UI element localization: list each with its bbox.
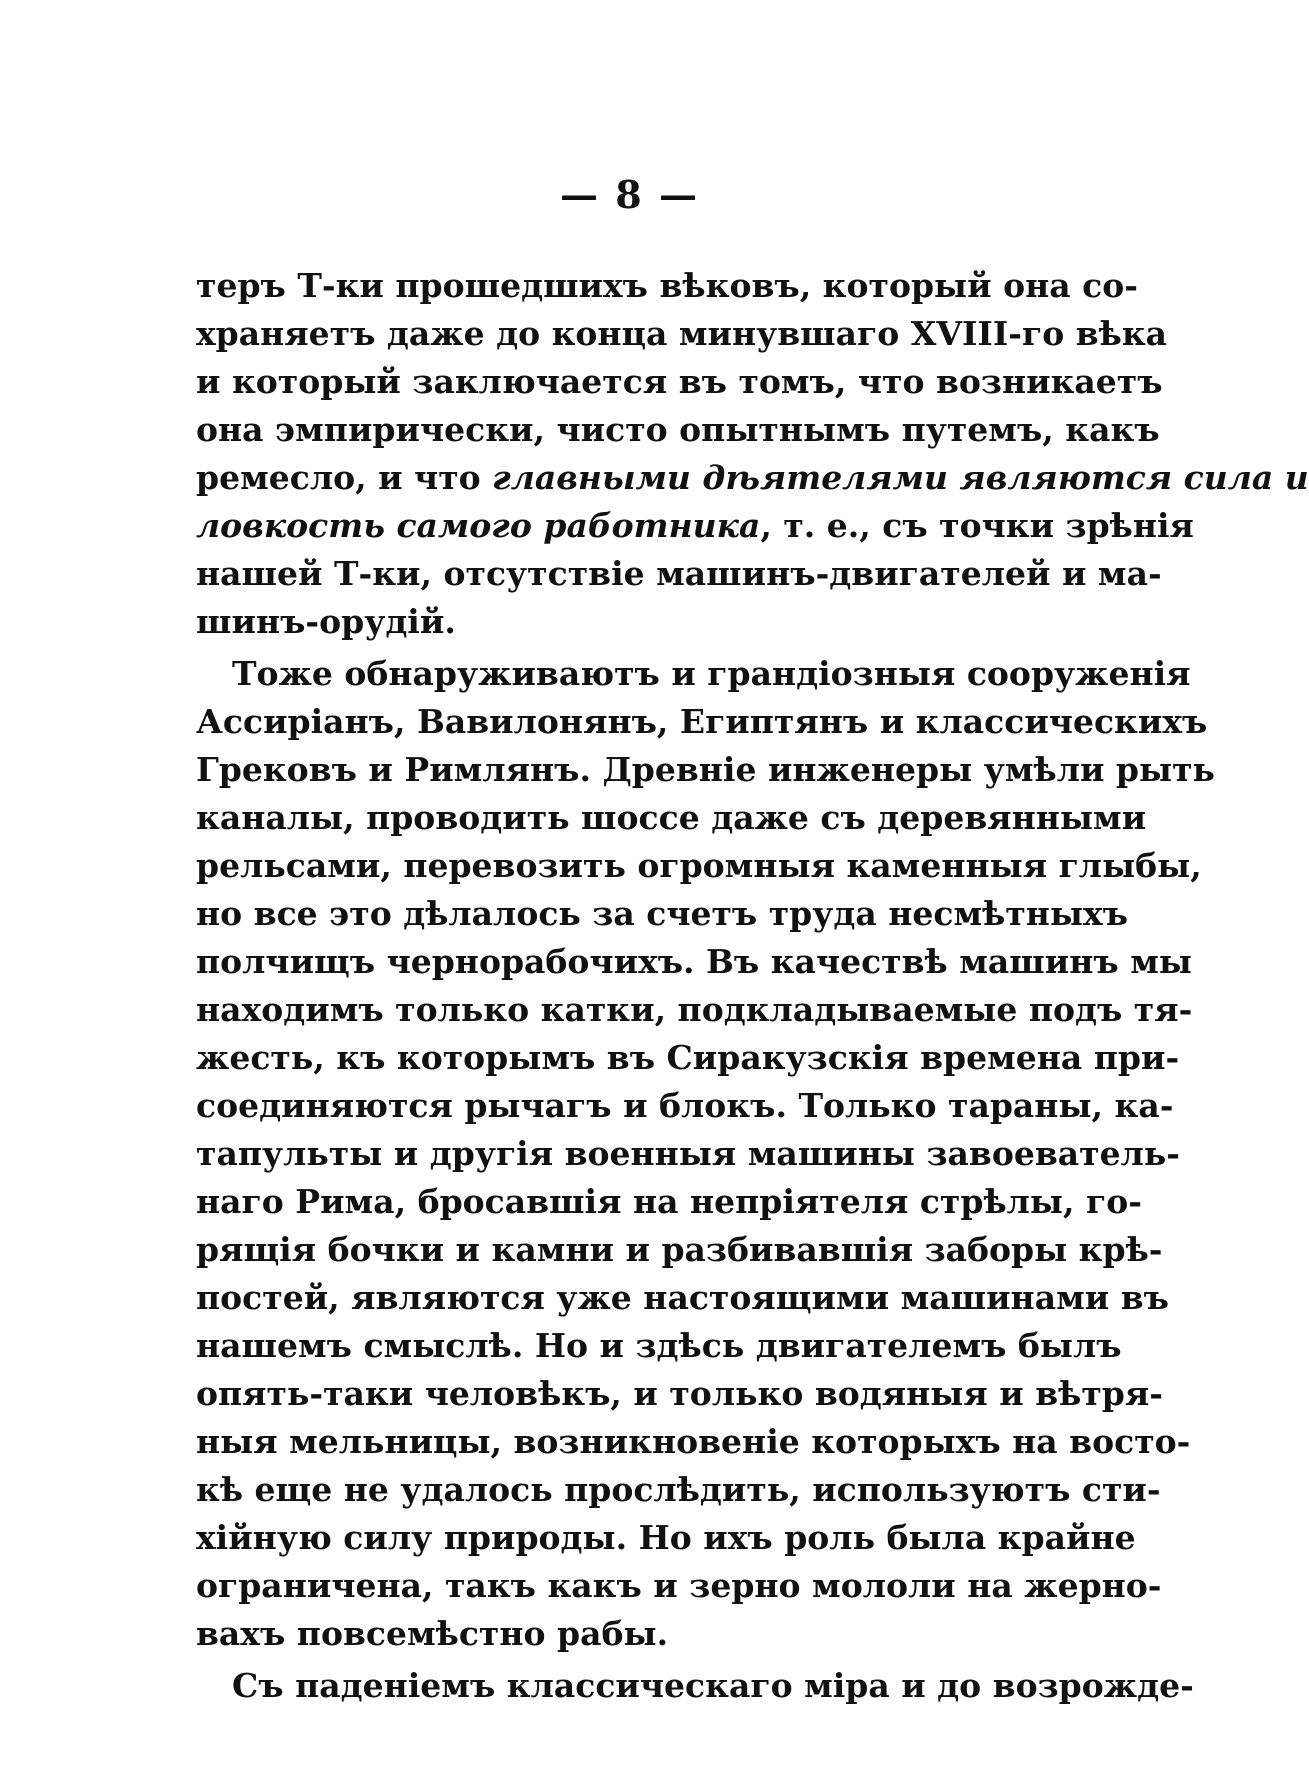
italic-emphasis: главными дѣятелями являются сила и [492, 458, 1309, 497]
text-line: наго Рима, бросавшія на непріятеля стрѣлы, го- [196, 1182, 1142, 1221]
text-line: каналы, проводить шоссе даже съ деревянными [196, 798, 1147, 837]
text-run: ремесло, и что [196, 458, 493, 497]
text-line: постей, являются уже настоящими машинами въ [196, 1278, 1169, 1317]
text-line: храняетъ даже до конца минувшаго XVIII-го вѣка [196, 314, 1168, 353]
text-line: тапульты и другія военныя машины завоеватель- [196, 1134, 1180, 1173]
text-line: ограничена, такъ какъ и зерно мололи на жерно- [196, 1566, 1162, 1605]
page-number: — 8 — [560, 172, 699, 217]
text-line: кѣ еще не удалось прослѣдить, используютъ сти- [196, 1470, 1161, 1509]
paragraph-2 [196, 650, 1215, 1658]
text-line: вахъ повсемѣстно рабы. [196, 1614, 669, 1653]
text-line: рельсами, перевозить огромныя каменныя глыбы, [196, 846, 1202, 885]
text-line: Грековъ и Римлянъ. Древніе инженеры умѣли рыть [196, 750, 1215, 789]
text-line: но все это дѣлалось за счетъ труда несмѣтныхъ [196, 894, 1129, 933]
text-line: опять-таки человѣкъ, и только водяныя и вѣтря- [196, 1374, 1163, 1413]
paragraph-1 [196, 262, 1309, 646]
text-line: Ассиріанъ, Вавилонянъ, Египтянъ и классическихъ [196, 702, 1208, 741]
text-line: рящія бочки и камни и разбивавшія заборы крѣ- [196, 1230, 1163, 1269]
text-line: ныя мельницы, возникновеніе которыхъ на восто- [196, 1422, 1191, 1461]
text-line: полчищъ чернорабочихъ. Въ качествѣ машинъ мы [196, 942, 1192, 981]
text-line: хійную силу природы. Но ихъ роль была крайне [196, 1518, 1136, 1557]
text-line: шинъ-орудій. [196, 602, 456, 641]
text-run: , т. е., съ точки зрѣнія [760, 506, 1194, 545]
text-line: она эмпирически, чисто опытнымъ путемъ, какъ [196, 410, 1160, 449]
text-line: и который заключается въ томъ, что возникаетъ [196, 362, 1163, 401]
paragraph-3 [196, 1662, 1194, 1710]
text-line: теръ Т-ки прошедшихъ вѣковъ, который она со- [196, 266, 1138, 305]
text-line: соединяются рычагъ и блокъ. Только тараны, ка- [196, 1086, 1174, 1125]
italic-emphasis: ловкость самого работника [196, 506, 761, 545]
text-line: нашемъ смыслѣ. Но и здѣсь двигателемъ былъ [196, 1326, 1122, 1365]
text-line [196, 454, 1309, 502]
text-line: Тоже обнаруживаютъ и грандіозныя сооруженія [232, 654, 1191, 693]
text-line: жесть, къ которымъ въ Сиракузскія времена при- [196, 1038, 1180, 1077]
body-text [196, 262, 1309, 1710]
text-line [196, 502, 1194, 550]
text-line: нашей Т-ки, отсутствіе машинъ-двигателей и ма- [196, 554, 1162, 593]
text-line: Съ паденіемъ классическаго міра и до возрожде- [232, 1666, 1194, 1705]
text-line: находимъ только катки, подкладываемые подъ тя- [196, 990, 1193, 1029]
